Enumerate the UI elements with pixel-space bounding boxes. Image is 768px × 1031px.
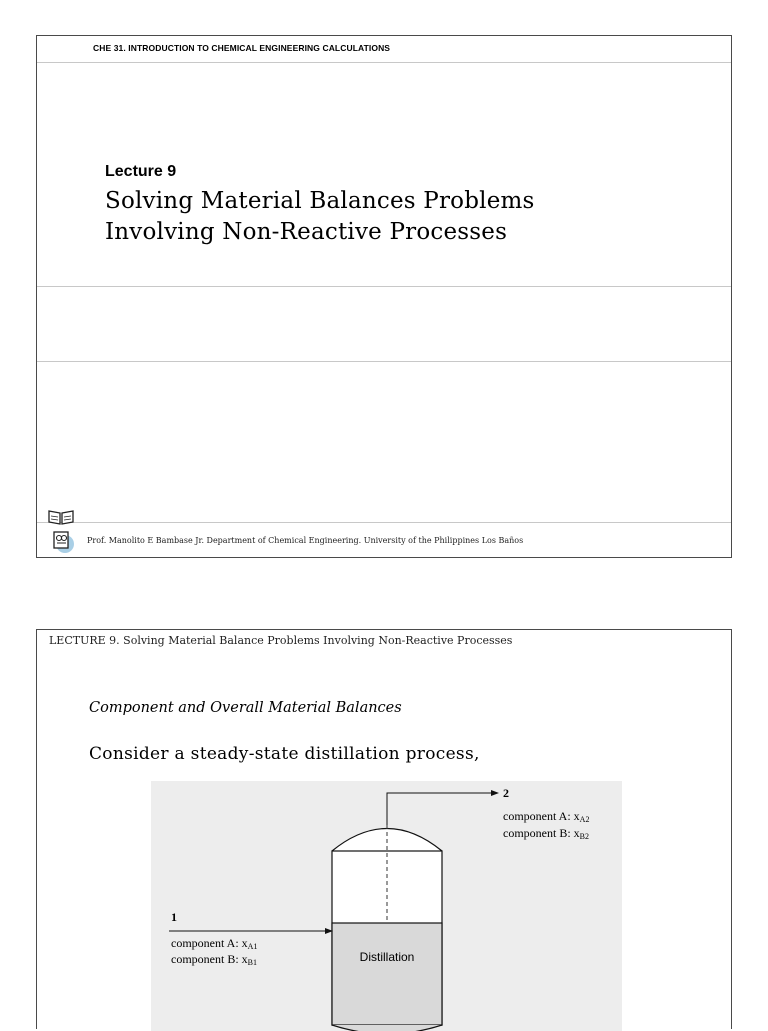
product-comp-b: component B: xB2 bbox=[503, 826, 590, 841]
section-subheading: Component and Overall Material Balances bbox=[89, 700, 402, 716]
footer-credit: Prof. Manolito E Bambase Jr. Department of Chemical Engineering. University of the Philippines Los Baños bbox=[87, 536, 524, 545]
liquid-region bbox=[332, 923, 442, 1025]
product-stream-number: 2 bbox=[503, 786, 509, 800]
product-comp-a: component A: xA2 bbox=[503, 809, 590, 824]
divider bbox=[37, 286, 731, 287]
divider bbox=[37, 62, 731, 63]
title-line-2: Involving Non-Reactive Processes bbox=[105, 219, 508, 245]
product-stream-line bbox=[387, 793, 491, 825]
feed-comp-a: component A: xA1 bbox=[171, 936, 258, 951]
distillation-diagram-svg bbox=[151, 781, 622, 1031]
title-slide bbox=[36, 35, 732, 558]
distillation-diagram bbox=[151, 781, 622, 1031]
title-line-1: Solving Material Balances Problems bbox=[105, 188, 535, 214]
content-slide bbox=[36, 629, 732, 1029]
book-logo-icon bbox=[47, 508, 75, 554]
lecture-number: Lecture 9 bbox=[105, 163, 177, 180]
unit-label: Distillation bbox=[359, 950, 415, 964]
feed-comp-b: component B: xB1 bbox=[171, 952, 258, 967]
divider bbox=[37, 361, 731, 362]
intro-text: Consider a steady-state distillation process, bbox=[89, 744, 480, 764]
lecture-title bbox=[105, 186, 535, 248]
feed-stream-number: 1 bbox=[171, 910, 177, 924]
column-bottom-cap bbox=[332, 1025, 442, 1031]
divider bbox=[37, 522, 731, 523]
slide-header: LECTURE 9. Solving Material Balance Problems Involving Non-Reactive Processes bbox=[49, 634, 513, 647]
course-header: CHE 31. INTRODUCTION TO CHEMICAL ENGINEERING CALCULATIONS bbox=[93, 43, 391, 53]
product-arrow-icon bbox=[491, 790, 499, 796]
